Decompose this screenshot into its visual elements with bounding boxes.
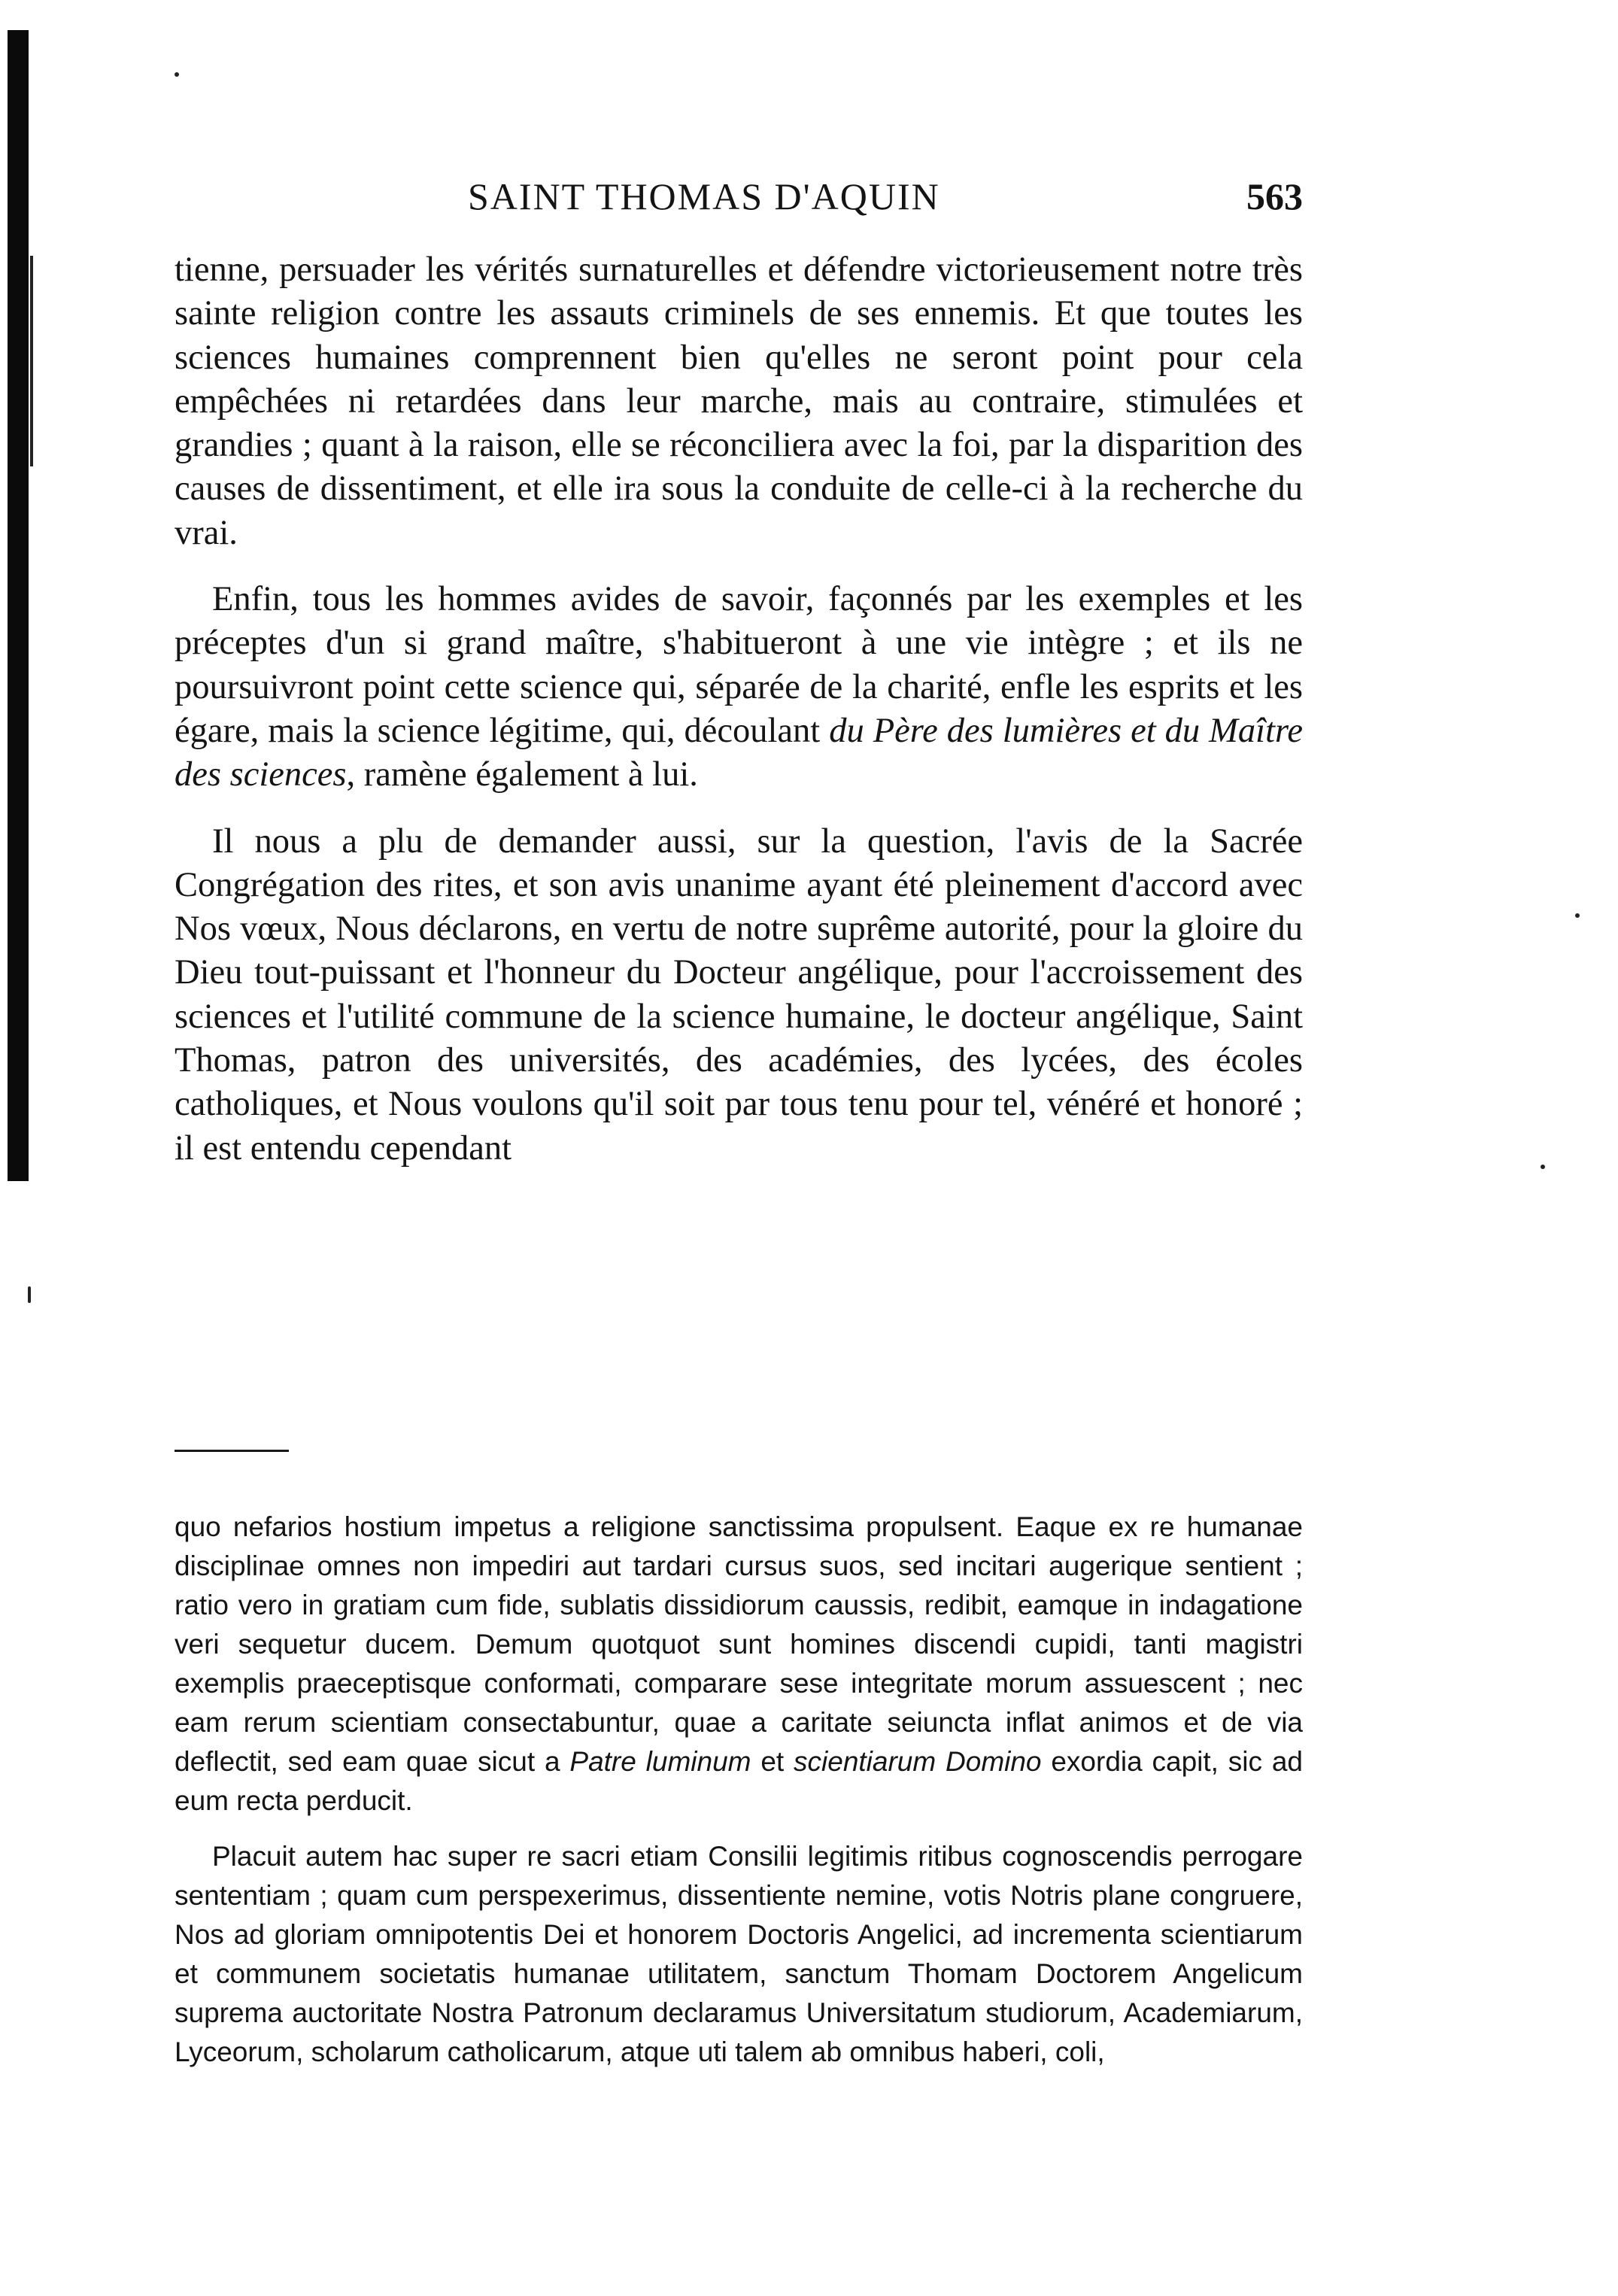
- running-header: [175, 175, 1303, 227]
- note-1: [175, 1508, 1303, 1821]
- paragraph-2: [175, 578, 1303, 797]
- paragraph-3: Il nous a plu de demander aussi, sur la question, l'avis de la Sacrée Congrégation des rites, et son avis unanime ayant été pleinement d'accord avec Nos vœux, Nous déclarons, en vertu de notre suprême autorité, pour la gloire du Dieu tout-puissant et l'honneur du Docteur angélique, pour l'accroissement des sciences et l'utilité commune de la science humaine, le docteur angélique, Saint Thomas, patron des universités, des académies, des lycées, des écoles catholiques, et Nous voulons qu'il soit par tous tenu pour tel, vénéré et honoré ; il est entendu cependant: [175, 822, 1303, 1168]
- latin-notes: [175, 1508, 1303, 2072]
- note-1-text-a: quo nefarios hostium impetus a religione sanctissima propulsent. Eaque ex re humanae disciplinae omnes non impediri aut tardari cursus suos, sed incitari augerique sentient ; ratio vero in gratiam cum fide, sublatis dissidiorum caussis, redibit, eamque in indagatione veri sequetur ducem. Demum quotquot sunt homines discendi cupidi, tanti magistri exemplis praeceptisque conformati, comparare sese integritate morum assuescent ; nec eam rerum scientiam consectabuntur, quae a caritate seiuncta inflat animos et de via deflectit, sed eam quae sicut a: [175, 1511, 1303, 1777]
- note-1-text-b: et: [751, 1746, 794, 1777]
- note-2: Placuit autem hac super re sacri etiam Consilii legitimis ritibus cognoscendis perrogare sententiam ; quam cum perspexerimus, dissentiente nemine, votis Notris plane congruere, Nos ad gloriam omnipotentis Dei et honorem Doctoris Angelici, ad incrementa scientiarum et communem societatis humanae utilitatem, sanctum Thomam Doctorem Angelicum suprema auctoritate Nostra Patronum declaramus Universitatum studiorum, Academiarum, Lyceorum, scholarum catholicarum, atque uti talem ab omnibus haberi, coli,: [175, 1841, 1303, 2067]
- print-speck: [175, 72, 179, 77]
- paragraph-2-text-a: Enfin, tous les hommes avides de savoir, façonnés par les exemples et les préceptes d'un si grand maître, s'habitueront à une vie intègre ; et ils ne poursuivront point cette science qui, séparée de la charité, enfle les esprits et les égare, mais la science légitime, qui, découlant: [175, 580, 1303, 750]
- paragraph-2-text-b: , ramène également à lui.: [346, 755, 698, 794]
- binding-edge: [8, 30, 29, 1181]
- print-speck: [1541, 1165, 1545, 1169]
- print-speck: [28, 1286, 31, 1303]
- footnote-rule: [175, 1450, 289, 1452]
- note-1-text-c: exordia capit, sic ad eum recta perducit.: [175, 1746, 1304, 1816]
- paragraph-1: tienne, persuader les vérités surnaturelles et défendre victorieusement notre très sainte religion contre les assauts criminels de ses ennemis. Et que toutes les sciences humaines comprennent bien qu'elles ne seront point pour cela empêchées ni retardées dans leur marche, mais au contraire, stimulées et grandies ; quant à la raison, elle se réconciliera avec la foi, par la disparition des causes de dissentiment, et elle ira sous la conduite de celle-ci à la recherche du vrai.: [175, 251, 1303, 552]
- page-number: 563: [1246, 175, 1303, 217]
- print-speck: [1575, 913, 1580, 918]
- note-1-italic-a: Patre luminum: [569, 1746, 751, 1777]
- main-text: [175, 248, 1303, 1171]
- note-1-italic-b: scientiarum Domino: [794, 1746, 1042, 1777]
- running-title: SAINT THOMAS D'AQUIN: [468, 175, 940, 217]
- paragraph-2-italic: du Père des lumières et du Maître des sciences: [175, 711, 1304, 794]
